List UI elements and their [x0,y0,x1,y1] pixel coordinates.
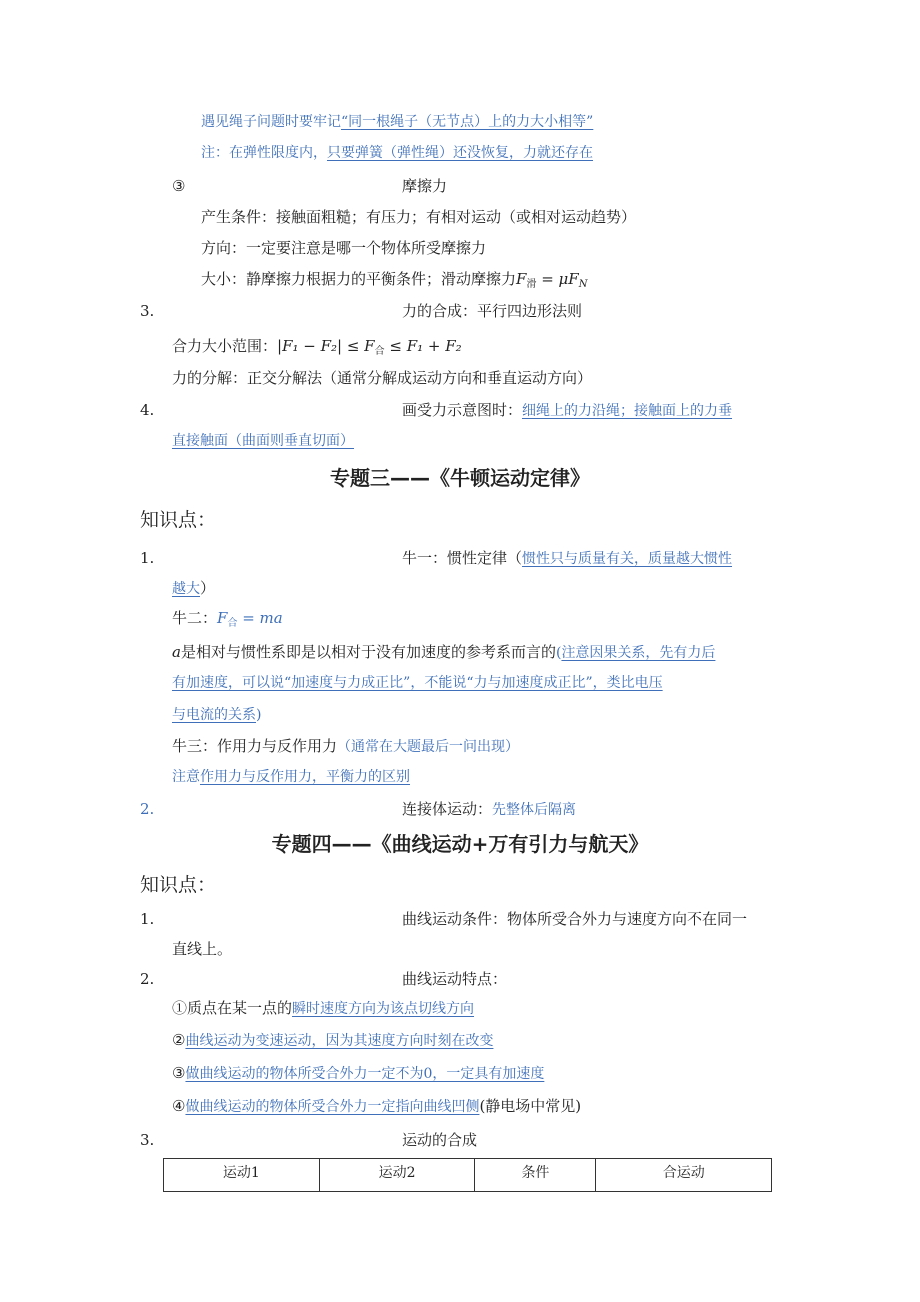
table-header-cell: 运动1 [164,1159,320,1192]
friction-marker: ③ [172,177,186,195]
newton3-note: （通常在大题最后一问出现） [337,739,520,755]
rope-note: 遇见绳子问题时要牢记“同一根绳子（无节点）上的力大小相等” [201,114,594,130]
motion-compose-number: 3. [140,1131,155,1149]
friction-title: 摩擦力 [402,177,448,195]
curve-cond-number: 1. [140,910,155,928]
table-header-cell: 条件 [475,1159,596,1192]
friction-magnitude: 大小：静摩擦力根据力的平衡条件；滑动摩擦力$F_滑 = \mu F_N$ [201,270,588,290]
curve-feature-number: 2. [140,970,155,988]
motion-compose-title: 运动的合成 [402,1131,478,1149]
newton1-note-b: 越大 [172,581,200,597]
newton3-diff-underlined: 作用力与反作用力，平衡力的区别 [200,769,410,785]
topic3-knowledge-label: 知识点： [140,509,217,531]
rope-quote: “同一根绳子（无节点）上的力大小相等” [341,114,594,130]
acceleration-note-c-line: 与电流的关系) [172,707,262,723]
connected-body-number: 2. [140,800,155,818]
acceleration-line: a是相对与惯性系即是以相对于没有加速度的参考系而言的(注意因果关系，先有力后 [172,643,716,661]
newton3-line: 牛三：作用力与反作用力（通常在大题最后一问出现） [172,737,520,755]
force-decomposition: 力的分解：正交分解法（通常分解成运动方向和垂直运动方向） [172,369,593,387]
connected-body-line: 连接体运动：先整体后隔离 [402,800,577,818]
item4-number: 4. [140,401,155,419]
topic3-heading: 专题三——《牛顿运动定律》 [330,466,590,490]
newton3-diff: 注意作用力与反作用力，平衡力的区别 [172,769,410,785]
newton1-cont: 越大） [172,579,216,597]
item3-title: 力的合成：平行四边形法则 [402,302,583,320]
newton1-line: 牛一：惯性定律（惯性只与质量有关，质量越大惯性 [402,549,733,567]
motion-composition-table [163,1158,772,1192]
item3-number: 3. [140,302,155,320]
acceleration-note-a: 注意因果关系，先有力后 [561,645,716,661]
friction-formula: $F_滑 = \mu F_N$ [516,270,588,290]
item4-line: 画受力示意图时：细绳上的力沿绳；接触面上的力垂 [402,401,733,419]
newton1-note-a: 惯性只与质量有关，质量越大惯性 [522,551,733,567]
newton2-formula: $F_合$ = ma [217,609,283,629]
newton1-number: 1. [140,549,155,567]
force-range: 合力大小范围：$|F_1 - F_2| \le F_合 \le F_1 + F_2$ [172,337,462,357]
spring-note: 注：在弹性限度内，只要弹簧（弹性绳）还没恢复，力就还存在 [201,145,593,161]
force-range-formula: $|F_1 - F_2| \le F_合 \le F_1 + F_2$ [277,337,462,357]
spring-note-underlined: 只要弹簧（弹性绳）还没恢复，力就还存在 [327,145,593,161]
table-header-cell: 合运动 [596,1159,772,1192]
friction-direction: 方向：一定要注意是哪一个物体所受摩擦力 [201,239,487,257]
feature-4: ④做曲线运动的物体所受合外力一定指向曲线凹侧(静电场中常见) [172,1097,582,1115]
curve-cond-title: 曲线运动条件：物体所受合外力与速度方向不在同一 [402,910,748,928]
topic4-heading: 专题四——《曲线运动+万有引力与航天》 [271,832,649,856]
connected-body-note: 先整体后隔离 [492,802,577,818]
feature-2: ②曲线运动为变速运动，因为其速度方向时刻在改变 [172,1031,494,1049]
topic4-knowledge-label: 知识点： [140,874,217,896]
friction-condition: 产生条件：接触面粗糙；有压力；有相对运动（或相对运动趋势） [201,208,637,226]
table-header-cell: 运动2 [319,1159,475,1192]
newton2-line: 牛二：$F_合$ = ma [172,609,283,629]
feature-1: ①质点在某一点的瞬时速度方向为该点切线方向 [172,999,475,1017]
acceleration-note-b: 有加速度，可以说“加速度与力成正比”，不能说“力与加速度成正比”，类比电压 [172,675,663,691]
acceleration-note-c: 与电流的关系 [172,707,256,723]
item4-note-a: 细绳上的力沿绳；接触面上的力垂 [522,403,733,419]
curve-feature-title: 曲线运动特点： [402,970,508,988]
feature-3: ③做曲线运动的物体所受合外力一定不为0，一定具有加速度 [172,1064,545,1082]
item4-note-b: 直接触面（曲面则垂直切面） [172,433,354,449]
curve-cond-cont: 直线上。 [172,940,233,958]
table-header-row [164,1159,772,1192]
